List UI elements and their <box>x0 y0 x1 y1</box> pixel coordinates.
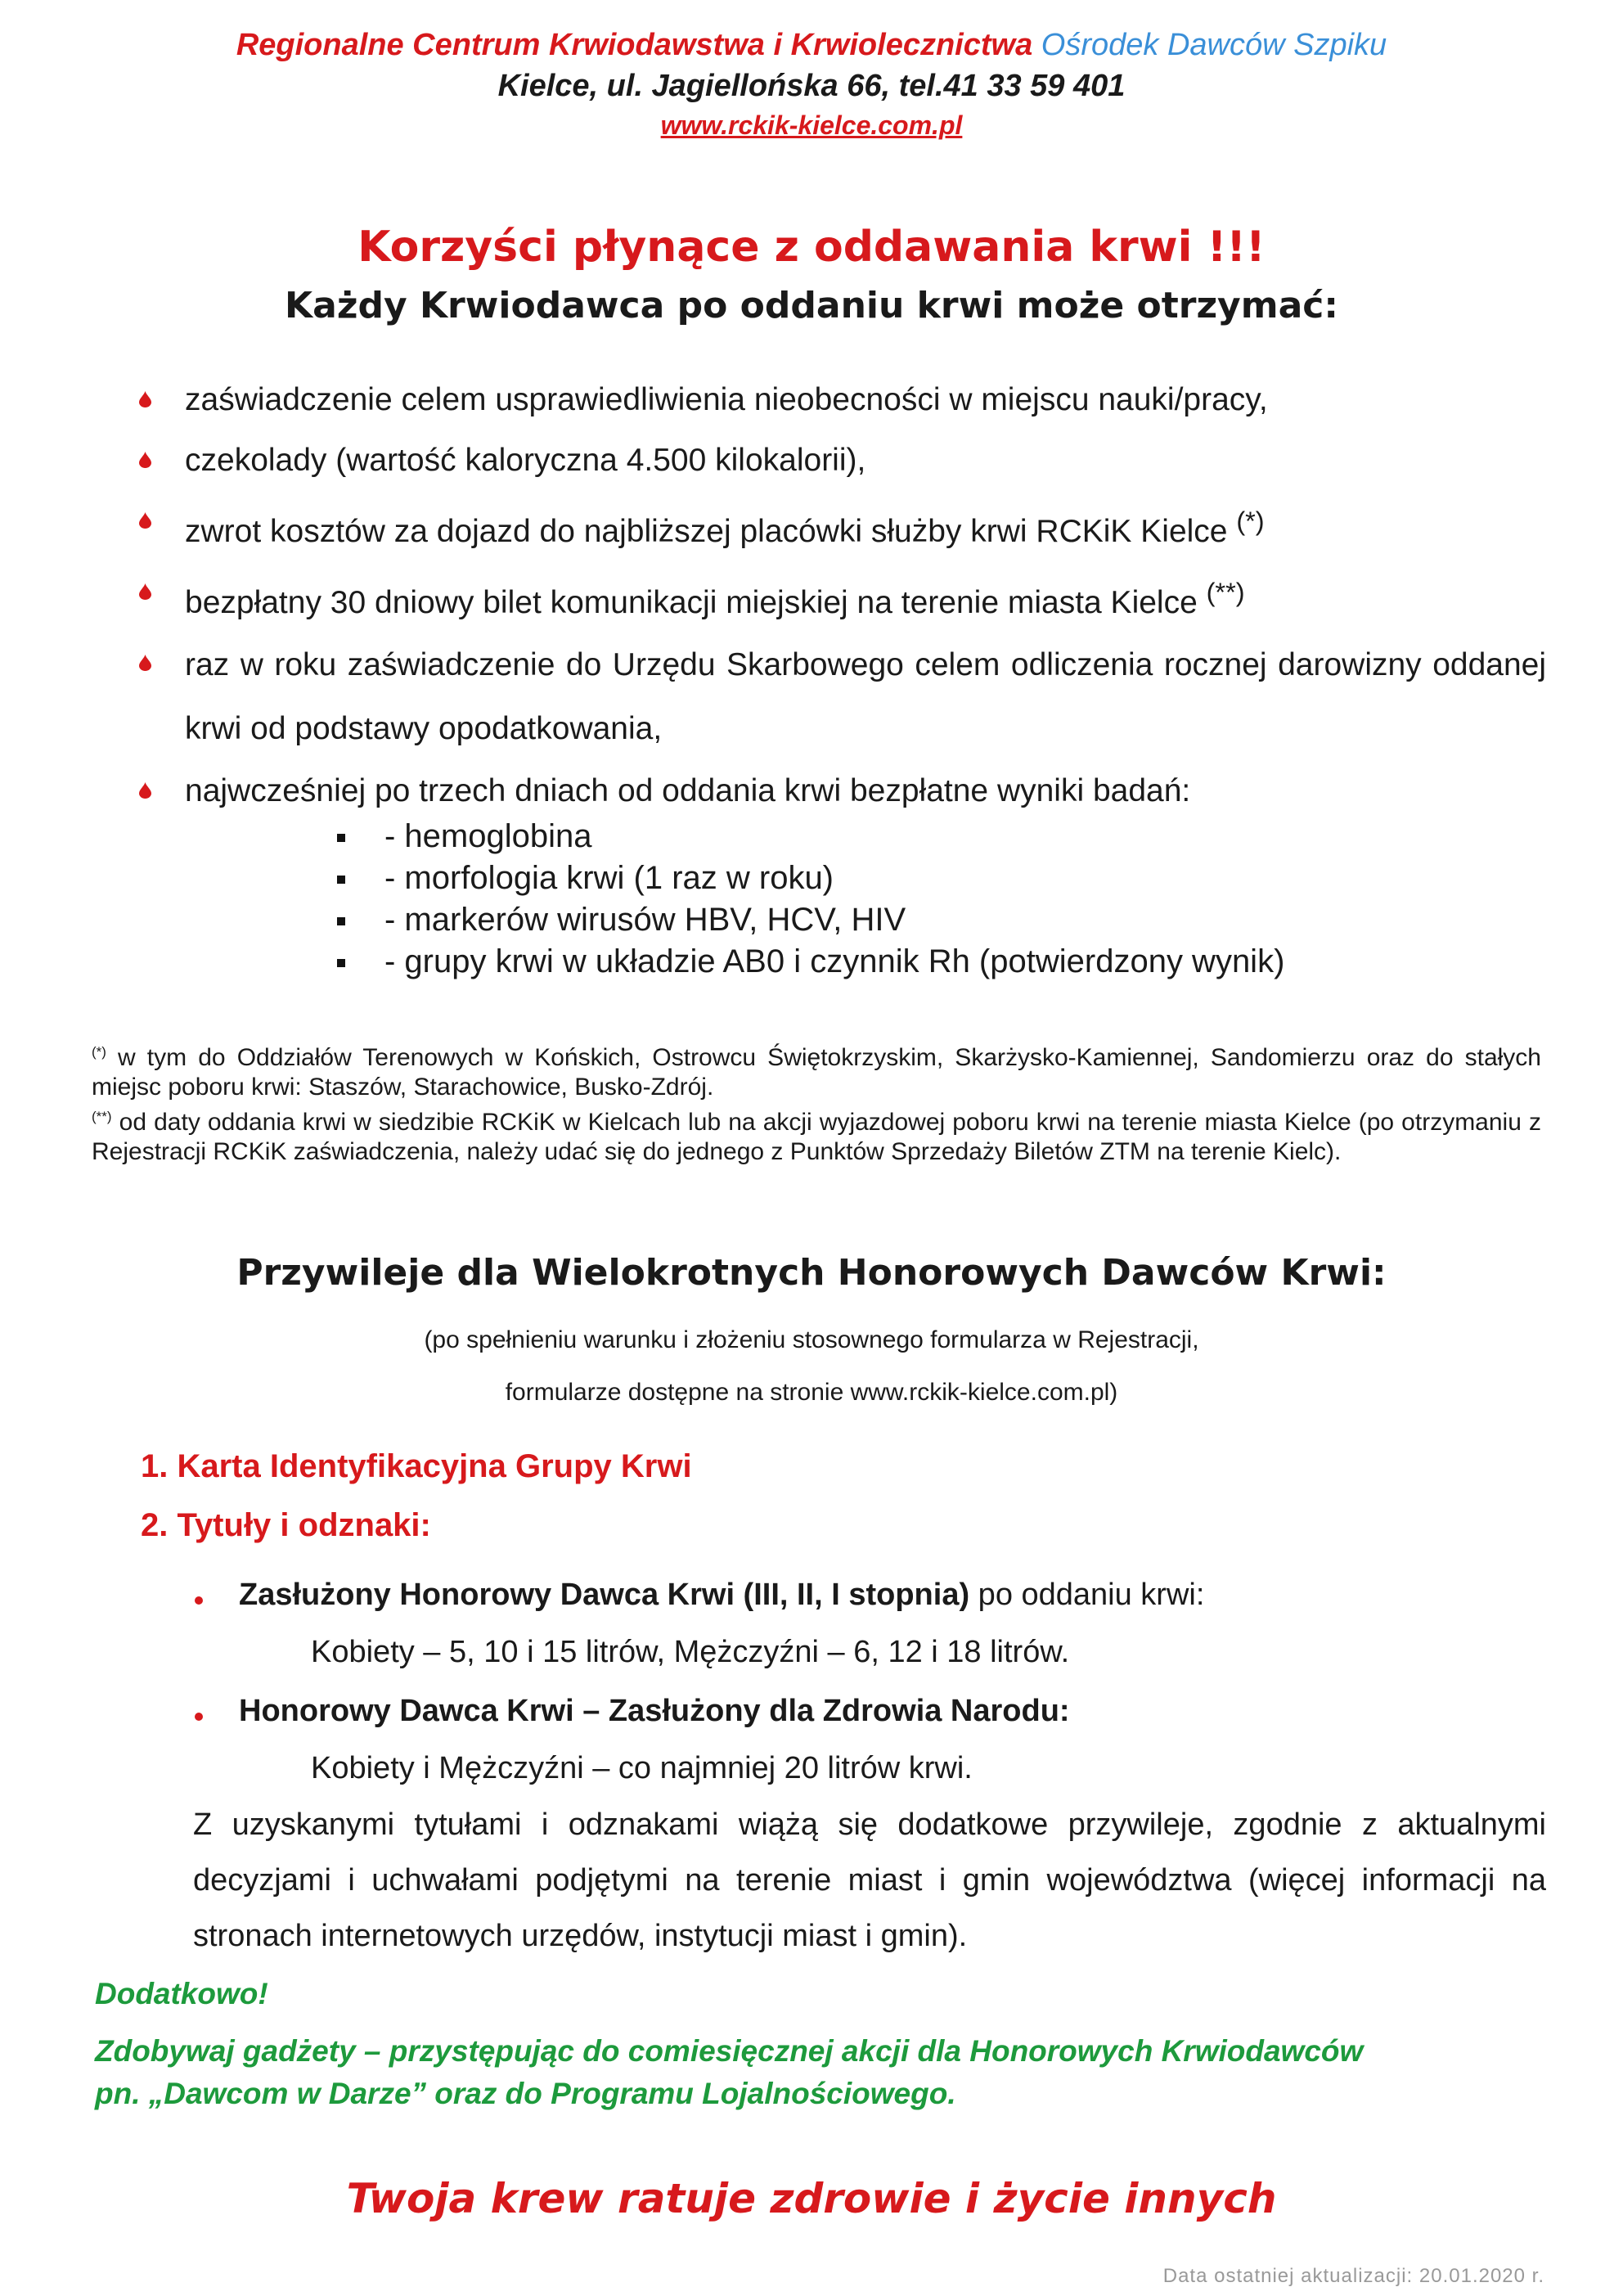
title-a: Zasłużony Honorowy Dawca Krwi (III, II, I stopnia) po oddaniu krwi: <box>239 1578 1205 1612</box>
blood-drop-icon <box>139 583 151 600</box>
test-results-list <box>337 816 1284 983</box>
list-item: zwrot kosztów za dojazd do najbliższej placówki służby krwi RCKiK Kielce (*) <box>139 491 1546 562</box>
page-subtitle: Każdy Krwiodawca po oddaniu krwi może otrzymać: <box>285 285 1338 326</box>
benefits-list <box>139 370 1546 822</box>
blood-drop-icon <box>139 391 151 407</box>
blood-drop-icon <box>139 655 151 671</box>
list-item: bezpłatny 30 dniowy bilet komunikacji miejskiej na terenie miasta Kielce (**) <box>139 562 1546 633</box>
blood-drop-icon <box>139 782 151 799</box>
list-item: najwcześniej po trzech dniach od oddania krwi bezpłatne wyniki badań: <box>139 761 1546 822</box>
blood-drop-icon <box>139 452 151 468</box>
org-name: Regionalne Centrum Krwiodawstwa i Krwiolecznictwa <box>236 28 1033 62</box>
privileges-title: Przywileje dla Wielokrotnych Honorowych Dawców Krwi: <box>236 1252 1387 1294</box>
footnotes <box>92 1038 1541 1167</box>
footnote-2: (**) od daty oddania krwi w siedzibie RCKiK w Kielcach lub na akcji wyjazdowej poboru krwi na terenie miasta Kielce (po otrzymaniu z Rejestracji RCKiK zaświadczenia, należy udać się do jednego z Punktów Sprzedaży Biletów ZTM na terenie Kielc). <box>92 1109 1541 1165</box>
privileges-paragraph: Z uzyskanymi tytułami i odznakami wiążą się dodatkowe przywileje, zgodnie z aktualnymi decyzjami i uchwałami podjętymi na terenie miast i gmin województwa (więcej informacji na stronach internetowych urzędów, instytucji miast i gmin). <box>193 1808 1546 1953</box>
privilege-item-2: 2. Tytuły i odznaki: <box>141 1507 431 1543</box>
title-b-detail: Kobiety i Mężczyźni – co najmniej 20 litrów krwi. <box>311 1751 973 1785</box>
list-item: - hemoglobina <box>337 816 1284 858</box>
extra-line-1: Zdobywaj gadżety – przystępując do comiesięcznej akcji dla Honorowych Krwiodawców <box>95 2034 1364 2068</box>
list-item: - grupy krwi w układzie AB0 i czynnik Rh (potwierdzony wynik) <box>337 941 1284 983</box>
square-bullet-icon <box>337 876 345 884</box>
address: Kielce, ul. Jagiellońska 66, tel.41 33 59 401 <box>497 69 1126 103</box>
footnote-marker: (*) <box>1236 506 1265 536</box>
privilege-item-1: 1. Karta Identyfikacyjna Grupy Krwi <box>141 1448 692 1484</box>
square-bullet-icon <box>337 959 345 967</box>
privileges-note-2: formularze dostępne na stronie www.rckik-kielce.com.pl) <box>505 1379 1118 1406</box>
letterhead <box>0 25 1623 144</box>
website-link[interactable]: www.rckik-kielce.com.pl <box>660 110 963 140</box>
square-bullet-icon <box>337 917 345 925</box>
list-item: - markerów wirusów HBV, HCV, HIV <box>337 899 1284 941</box>
slogan: Twoja krew ratuje zdrowie i życie innych <box>346 2175 1277 2222</box>
list-item: zaświadczenie celem usprawiedliwienia nieobecności w miejscu nauki/pracy, <box>139 370 1546 430</box>
last-update-date: Data ostatniej aktualizacji: 20.01.2020 r. <box>1162 2265 1544 2287</box>
extra-line-2: pn. „Dawcom w Darze” oraz do Programu Lojalnościowego. <box>95 2077 956 2110</box>
footnote-1: (*) w tym do Oddziałów Terenowych w Końskich, Ostrowcu Świętokrzyskim, Skarżysko-Kamiennej, Sandomierzu oraz do stałych miejsc poboru krwi: Staszów, Starachowice, Busko-Zdrój. <box>92 1044 1541 1101</box>
list-item: raz w roku zaświadczenie do Urzędu Skarbowego celem odliczenia rocznej darowizny oddanej krwi od podstawy opodatkowania, <box>139 633 1546 761</box>
square-bullet-icon <box>337 834 345 842</box>
center-name: Ośrodek Dawców Szpiku <box>1041 28 1387 62</box>
page-title: Korzyści płynące z oddawania krwi !!! <box>357 223 1266 272</box>
blood-drop-icon <box>139 512 151 529</box>
bullet-icon <box>195 1596 203 1605</box>
list-item: - morfologia krwi (1 raz w roku) <box>337 858 1284 899</box>
footnote-marker: (**) <box>1206 578 1245 607</box>
bullet-icon <box>195 1713 203 1721</box>
extra-heading: Dodatkowo! <box>95 1977 268 2010</box>
privileges-note-1: (po spełnieniu warunku i złożeniu stosownego formularza w Rejestracji, <box>424 1326 1199 1353</box>
list-item: czekolady (wartość kaloryczna 4.500 kilokalorii), <box>139 430 1546 491</box>
title-a-detail: Kobiety – 5, 10 i 15 litrów, Mężczyźni – 6, 12 i 18 litrów. <box>311 1635 1070 1669</box>
title-b: Honorowy Dawca Krwi – Zasłużony dla Zdrowia Narodu: <box>239 1694 1070 1728</box>
